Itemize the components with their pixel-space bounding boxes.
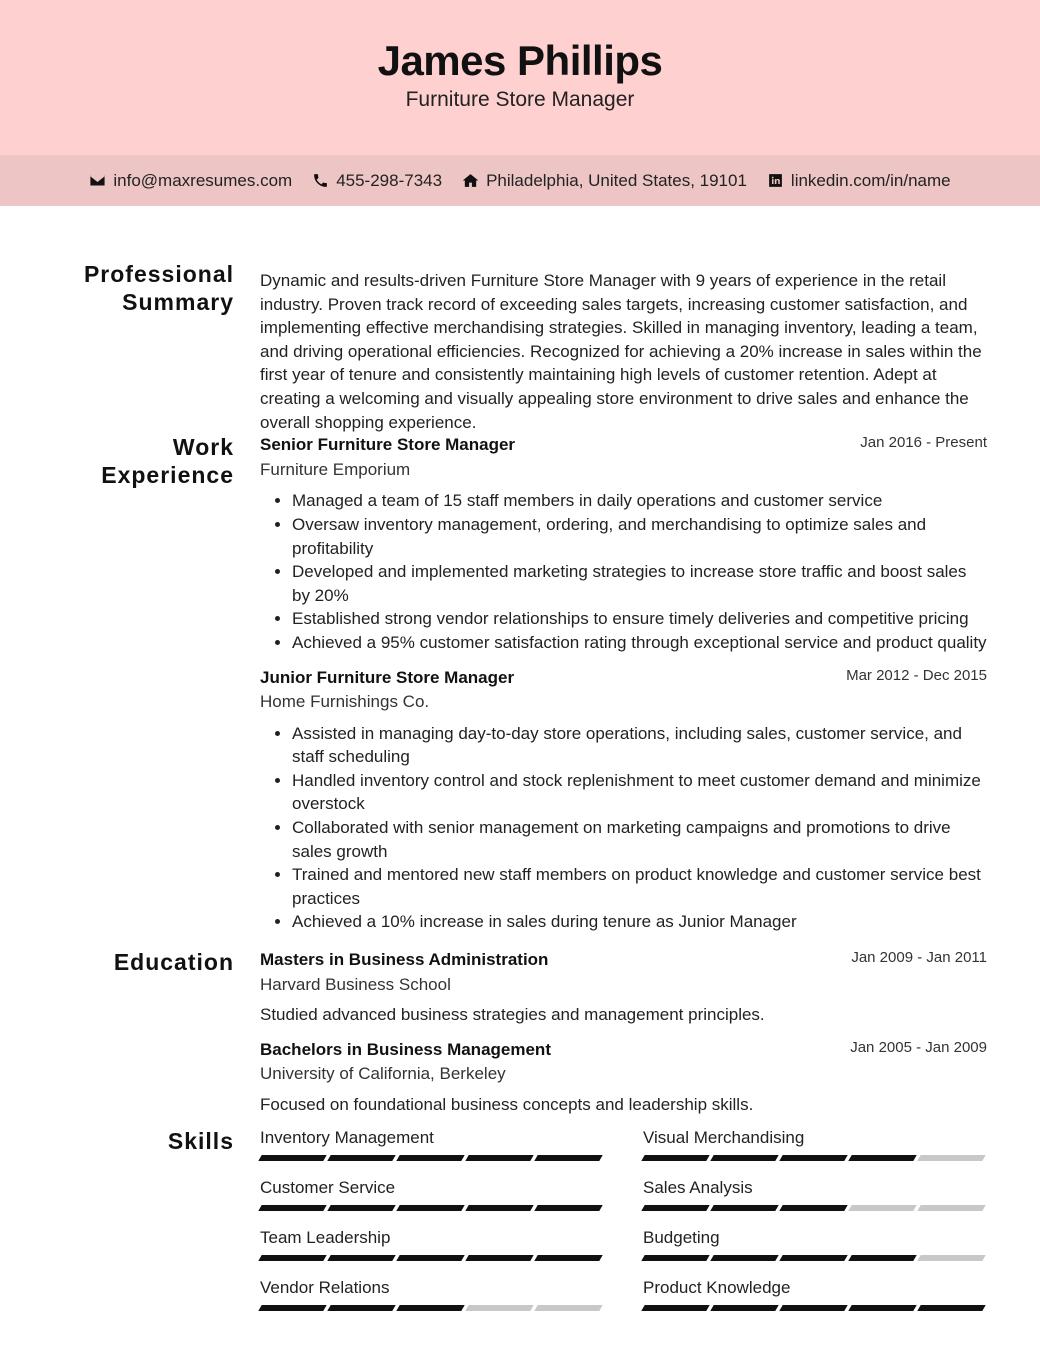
work-section (82, 433, 987, 934)
skill-level-segment (396, 1205, 464, 1211)
list-item: • Handled inventory control and stock replenishment to meet customer demand and minimize overstock (292, 769, 987, 816)
skill-level-bar (643, 1305, 986, 1311)
job-title: Junior Furniture Store Manager (260, 667, 515, 687)
skill-level-segment (534, 1305, 602, 1311)
skill-level-bar (643, 1205, 986, 1211)
job-company: Furniture Emporium (260, 459, 411, 479)
skill-level-segment (641, 1255, 709, 1261)
skill-level-segment (848, 1155, 916, 1161)
job-entry (260, 666, 987, 935)
phone-icon (312, 172, 329, 189)
contact-location (462, 171, 747, 191)
list-item: • Achieved a 10% increase in sales during tenure as Junior Manager (292, 910, 987, 934)
skill-level-segment (327, 1205, 395, 1211)
summary-text: Dynamic and results-driven Furniture Store Manager with 9 years of experience in the retail industry. Proven track record of exceeding sales targets, increasing customer satisfaction, and implementing effective merchandising strategies. Skilled in managing inventory, leading a team, and driving operational efficiencies. Recognized for achieving a 20% increase in sales within the first year of tenure and consistently maintaining high levels of customer retention. Adept at creating a welcoming and visually appealing store environment to drive sales and enhance the overall shopping experience. (260, 271, 982, 432)
skill-item (260, 1127, 603, 1177)
skill-level-segment (917, 1205, 985, 1211)
education-entry (260, 1038, 987, 1117)
skill-level-segment (779, 1155, 847, 1161)
list-item: • Trained and mentored new staff members on product knowledge and customer service best practices (292, 863, 987, 910)
job-company: Home Furnishings Co. (260, 692, 430, 712)
skill-level-segment (396, 1155, 464, 1161)
skill-name: Customer Service (260, 1177, 396, 1197)
skill-level-segment (917, 1305, 985, 1311)
job-title: Senior Furniture Store Manager (260, 435, 516, 455)
summary-section (82, 260, 987, 434)
email-text: info@maxresumes.com (113, 170, 293, 190)
skill-level-segment (848, 1255, 916, 1261)
skill-level-segment (710, 1205, 778, 1211)
skill-level-segment (465, 1255, 533, 1261)
skill-item (643, 1127, 986, 1177)
skill-level-segment (779, 1255, 847, 1261)
contact-bar (0, 155, 1040, 206)
skill-level-segment (327, 1305, 395, 1311)
skill-name: Sales Analysis (643, 1177, 753, 1197)
job-bullets (260, 489, 987, 654)
skill-level-segment (396, 1305, 464, 1311)
linkedin-icon (767, 172, 784, 189)
skills-section (82, 1127, 987, 1327)
skill-level-segment (258, 1155, 326, 1161)
list-item: • Oversaw inventory management, ordering, and merchandising to optimize sales and profitability (292, 513, 987, 560)
candidate-title: Furniture Store Manager (405, 88, 635, 111)
skill-level-segment (258, 1255, 326, 1261)
list-item: • Assisted in managing day-to-day store operations, including sales, customer service, and staff scheduling (292, 722, 987, 769)
education-heading: Education (113, 949, 234, 976)
degree-title: Bachelors in Business Management (260, 1039, 551, 1059)
skill-level-bar (643, 1255, 986, 1261)
education-dates: Jan 2005 - Jan 2009 (850, 1038, 987, 1056)
resume-header (0, 0, 1040, 155)
contact-linkedin[interactable] (767, 171, 951, 191)
job-dates: Jan 2016 - Present (860, 434, 987, 452)
skill-level-segment (465, 1305, 533, 1311)
skill-level-segment (710, 1305, 778, 1311)
list-item: • Collaborated with senior management on marketing campaigns and promotions to drive sales growth (292, 816, 987, 863)
skill-name: Product Knowledge (643, 1277, 791, 1297)
job-entry (260, 433, 987, 654)
skills-heading: Skills (167, 1127, 234, 1154)
skills-grid (260, 1127, 987, 1327)
skill-level-segment (848, 1205, 916, 1211)
contact-email[interactable] (89, 171, 292, 191)
job-dates: Mar 2012 - Dec 2015 (846, 666, 987, 684)
skill-name: Budgeting (643, 1227, 720, 1247)
skill-level-segment (258, 1205, 326, 1211)
phone-text: 455-298-7343 (336, 170, 443, 190)
skill-level-segment (534, 1205, 602, 1211)
contact-phone[interactable] (312, 171, 442, 191)
skill-name: Inventory Management (260, 1127, 434, 1147)
education-description: Studied advanced business strategies and management principles. (260, 1005, 765, 1025)
skill-level-segment (327, 1155, 395, 1161)
skill-item (643, 1177, 986, 1227)
skill-level-segment (465, 1205, 533, 1211)
candidate-name: James Phillips (377, 37, 663, 84)
skill-level-segment (641, 1305, 709, 1311)
skill-level-bar (260, 1255, 603, 1261)
skill-level-segment (327, 1255, 395, 1261)
skill-level-segment (534, 1255, 602, 1261)
education-description: Focused on foundational business concepts and leadership skills. (260, 1095, 754, 1114)
skill-item (260, 1177, 603, 1227)
skill-item (260, 1227, 603, 1277)
school-name: Harvard Business School (260, 974, 451, 994)
skill-level-segment (779, 1305, 847, 1311)
skill-item (643, 1227, 986, 1277)
work-heading: Work Experience (101, 434, 234, 489)
education-section (82, 948, 987, 1117)
skill-level-segment (848, 1305, 916, 1311)
skill-level-segment (710, 1255, 778, 1261)
skill-level-segment (641, 1155, 709, 1161)
skill-name: Vendor Relations (260, 1277, 390, 1297)
skill-level-bar (260, 1205, 603, 1211)
skill-level-bar (260, 1155, 603, 1161)
skill-level-segment (465, 1155, 533, 1161)
list-item: • Established strong vendor relationships to ensure timely deliveries and competitive pricing (292, 607, 987, 631)
list-item: • Achieved a 95% customer satisfaction rating through exceptional service and product quality (292, 631, 987, 655)
resume-body (0, 260, 1040, 1327)
skill-level-segment (641, 1205, 709, 1211)
job-bullets (260, 722, 987, 934)
skill-level-segment (917, 1255, 985, 1261)
education-entry (260, 948, 987, 1027)
skill-level-segment (396, 1255, 464, 1261)
skill-level-segment (710, 1155, 778, 1161)
linkedin-text: linkedin.com/in/name (790, 170, 951, 190)
skill-level-bar (260, 1305, 603, 1311)
degree-title: Masters in Business Administration (260, 950, 549, 970)
skill-level-segment (534, 1155, 602, 1161)
skill-name: Team Leadership (260, 1227, 391, 1247)
list-item: • Developed and implemented marketing strategies to increase store traffic and boost sales by 20% (292, 560, 987, 607)
envelope-icon (89, 172, 106, 189)
summary-heading: Professional Summary (83, 261, 234, 315)
skill-level-segment (779, 1205, 847, 1211)
list-item: • Managed a team of 15 staff members in daily operations and customer service (292, 489, 987, 513)
home-icon (462, 172, 479, 189)
education-dates: Jan 2009 - Jan 2011 (851, 949, 987, 967)
skill-item (260, 1277, 603, 1327)
school-name: University of California, Berkeley (260, 1064, 506, 1084)
skill-item (643, 1277, 986, 1327)
skill-level-segment (258, 1305, 326, 1311)
location-text: Philadelphia, United States, 19101 (486, 170, 747, 190)
skill-level-bar (643, 1155, 986, 1161)
skill-level-segment (917, 1155, 985, 1161)
skill-name: Visual Merchandising (643, 1127, 805, 1147)
